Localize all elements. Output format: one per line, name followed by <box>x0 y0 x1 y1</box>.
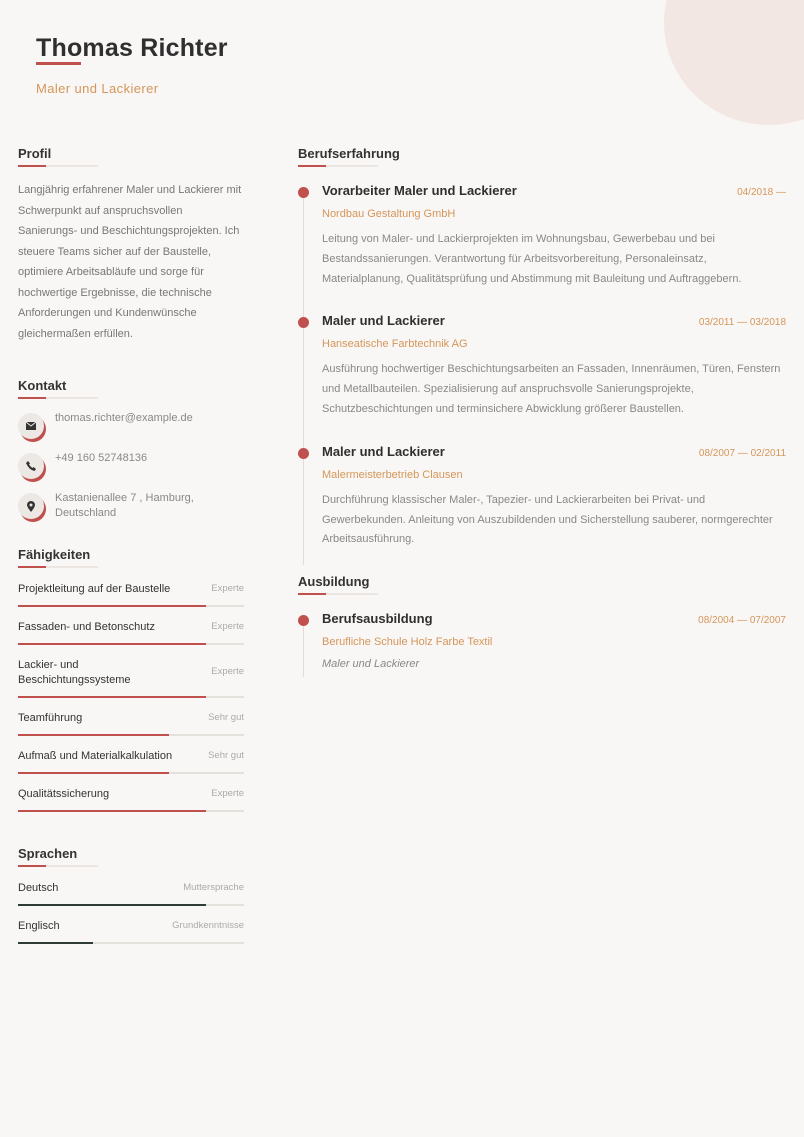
skills-heading-text: Fähigkeiten <box>18 547 91 562</box>
timeline-dot <box>298 448 309 459</box>
skill-name: Teamführung <box>18 712 83 724</box>
contact-address-text: Kastanienallee 7 , Hamburg, Deutschland <box>55 492 194 519</box>
education-title: Berufsausbildung <box>322 611 433 627</box>
heading-light-bar <box>46 165 98 167</box>
skill-bar-fill <box>18 643 206 645</box>
skill-item <box>18 658 244 698</box>
experience-entry <box>298 313 786 419</box>
skill-bar-fill <box>18 810 206 812</box>
heading-light-bar <box>46 397 98 399</box>
person-name-text: Thomas Richter <box>36 34 228 62</box>
profile-heading-text: Profil <box>18 146 52 161</box>
contact-heading-text: Kontakt <box>18 378 67 393</box>
education-heading-text: Ausbildung <box>298 574 370 590</box>
language-bar-fill <box>18 942 93 944</box>
left-column <box>18 146 244 957</box>
languages-heading-text: Sprachen <box>18 846 78 861</box>
skill-bar-fill <box>18 734 169 736</box>
right-column <box>298 146 786 694</box>
skill-name: Qualitätssicherung <box>18 788 110 800</box>
skill-name: Fassaden- und Betonschutz <box>18 621 155 633</box>
skill-bar <box>18 696 244 698</box>
contact-section <box>18 378 244 521</box>
heading-light-bar <box>46 566 98 568</box>
languages-heading <box>18 846 244 867</box>
skills-section <box>18 547 244 812</box>
job-date: 04/2018 — <box>737 187 786 198</box>
education-date: 08/2004 — 07/2007 <box>698 615 786 627</box>
skill-bar <box>18 734 244 736</box>
skill-bar-fill <box>18 696 206 698</box>
heading-accent-bar <box>18 397 46 399</box>
language-level: Grundkenntnisse <box>172 920 244 931</box>
skill-level: Sehr gut <box>208 750 244 761</box>
job-title: Maler und Lackierer <box>322 313 445 329</box>
experience-heading-text: Berufserfahrung <box>298 146 400 161</box>
contact-heading <box>18 378 244 399</box>
skill-name: Projektleitung auf der Baustelle <box>18 583 171 595</box>
job-title: Maler und Lackierer <box>322 443 445 459</box>
job-date: 08/2007 — 02/2011 <box>698 447 786 459</box>
language-level: Muttersprache <box>183 882 244 893</box>
language-bar <box>18 942 244 944</box>
job-title: Vorarbeiter Maler und Lackierer <box>322 183 517 198</box>
experience-timeline <box>298 183 786 550</box>
experience-entry <box>298 183 786 289</box>
skill-item <box>18 787 244 812</box>
skill-level: Experte <box>211 621 244 632</box>
skill-name: Aufmaß und Materialkalkulation <box>18 750 173 762</box>
education-degree: Maler und Lackierer <box>322 658 420 671</box>
job-company: Nordbau Gestaltung GmbH <box>322 208 456 220</box>
language-bar-fill <box>18 904 206 906</box>
person-role: Maler und Lackierer <box>36 81 159 96</box>
skill-level: Sehr gut <box>208 712 244 723</box>
profile-heading <box>18 146 244 167</box>
heading-accent-bar <box>298 165 326 167</box>
contact-phone <box>18 451 244 479</box>
name-underline <box>36 62 81 65</box>
skill-item <box>18 620 244 645</box>
contact-list <box>18 411 244 521</box>
timeline-dot <box>298 615 309 626</box>
language-item <box>18 919 244 944</box>
heading-accent-bar <box>298 593 326 595</box>
heading-accent-bar <box>18 165 46 167</box>
experience-entry <box>298 444 786 550</box>
job-company: Malermeisterbetrieb Clausen <box>322 468 463 481</box>
language-list <box>18 881 244 944</box>
contact-email-text[interactable]: thomas.richter@example.de <box>55 412 193 424</box>
skill-bar <box>18 772 244 774</box>
contact-address <box>18 491 244 521</box>
language-name: Deutsch <box>18 882 59 894</box>
heading-accent-bar <box>18 865 46 867</box>
skill-bar-fill <box>18 605 206 607</box>
job-description: Leitung von Maler- und Lackierprojekten im Wohnungsbau, Gewerbebau und bei Bestandssanierungen. Verantwortung für Arbeitsvorbereitung, Personaleinsatz, Materialplanung, Qualitätsprüfung und Abstimmung mit Bauleitung und Auftraggebern. <box>322 233 742 285</box>
decorative-circle <box>664 0 804 125</box>
skill-name: Lackier- und Beschichtungssysteme <box>18 659 131 686</box>
skill-bar <box>18 810 244 812</box>
contact-phone-text[interactable]: +49 160 52748136 <box>55 452 148 464</box>
profile-text: Langjährig erfahrener Maler und Lackierer mit Schwerpunkt auf anspruchsvollen Sanierungs- und Beschichtungsprojekten. Ich steuere Teams sicher auf der Baustelle, optimiere Arbeitsabläufe und sorge für hochwertige Ergebnisse, die technische Anforderungen und Kundenwünsche gleichermaßen erfüllen. <box>18 184 242 340</box>
heading-accent-bar <box>18 566 46 568</box>
heading-light-bar <box>326 593 378 595</box>
timeline-dot <box>298 317 309 328</box>
job-date: 03/2011 — 03/2018 <box>698 317 786 329</box>
skills-heading <box>18 547 244 568</box>
location-icon <box>18 493 44 519</box>
contact-email <box>18 411 244 439</box>
language-bar <box>18 904 244 906</box>
skill-item <box>18 582 244 607</box>
skill-item <box>18 749 244 774</box>
job-company: Hanseatische Farbtechnik AG <box>322 338 468 351</box>
timeline-dot <box>298 187 309 198</box>
skill-level: Experte <box>211 583 244 594</box>
education-entry <box>298 611 786 670</box>
skill-level: Experte <box>211 788 244 799</box>
mail-icon <box>18 413 44 439</box>
skill-bar <box>18 605 244 607</box>
skill-item <box>18 711 244 736</box>
job-description: Ausführung hochwertiger Beschichtungsarbeiten an Fassaden, Innenräumen, Türen, Fenstern und Metallbauteilen. Spezialisierung auf anspruchsvolle Sanierungsprojekte, Schutzbeschichtungen und terminsichere Abwicklung größerer Baustellen. <box>322 363 781 415</box>
job-description: Durchführung klassischer Maler-, Tapezier- und Lackierarbeiten bei Privat- und Gewerbekunden. Anleitung von Auszubildenden und Sicherstellung sauberer, normgerechter Arbeitsausführung. <box>322 493 773 546</box>
skill-bar-fill <box>18 772 169 774</box>
skill-list <box>18 582 244 812</box>
languages-section <box>18 846 244 944</box>
phone-icon <box>18 453 44 479</box>
skill-bar <box>18 643 244 645</box>
language-item <box>18 881 244 906</box>
skill-level: Experte <box>211 666 244 677</box>
resume-header <box>36 34 228 96</box>
language-name: Englisch <box>18 920 60 932</box>
education-school: Berufliche Schule Holz Farbe Textil <box>322 636 493 649</box>
person-name <box>36 34 228 63</box>
heading-light-bar <box>326 165 378 167</box>
experience-heading <box>298 146 786 167</box>
education-timeline <box>298 611 786 670</box>
education-section <box>298 574 786 670</box>
heading-light-bar <box>46 865 98 867</box>
education-heading <box>298 574 786 595</box>
